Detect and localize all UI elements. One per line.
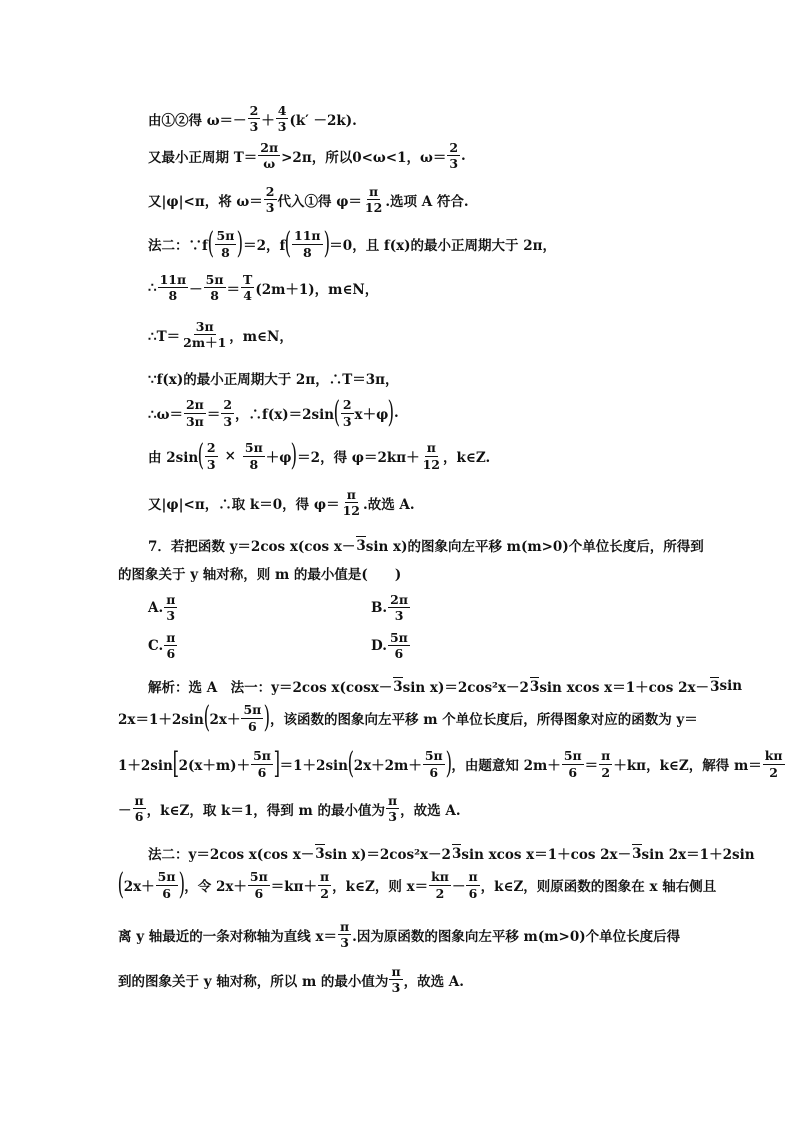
analysis-line: 解析：选 A 法一：y＝2cos x(cosx－ 3 sin x)＝2cos²x－2 3 sin xcos x＝1＋cos 2x－ 3 sin <box>148 678 743 696</box>
fraction: $\frac{5\pi}{8}$ <box>216 228 235 260</box>
fraction: $\frac{2}{3}$ <box>265 184 275 216</box>
solution-line: 又|φ|<π，∴取 k＝0，得 φ＝ $\frac{\pi}{12}$ .故选 A. <box>148 487 415 519</box>
text: (k′ －2k). <box>289 112 357 129</box>
fraction: $\frac{2}{3}$ <box>249 103 259 135</box>
solution-line: 又最小正周期 T＝ $\frac{2\pi}{\omega}$ >2π，所以0<ω<1，ω＝ $\frac{2}{3}$ . <box>148 140 466 172</box>
fraction: $\frac{2\pi}{\omega}$ <box>260 140 279 172</box>
option-a[interactable]: A. $\frac{\pi}{3}$ <box>148 592 176 624</box>
method2-line: 法二：y＝2cos x(cos x－ 3 sin x)＝2cos²x－2 3 sin xcos x＝1＋cos 2x－ 3 sin 2x＝1＋2sin <box>148 846 755 863</box>
solution-line: ∴T＝ $\frac{3\pi}{2m+1}$ ，m∈N， <box>148 319 293 351</box>
question-7: 7．若把函数 y＝2cos x(cos x－ 3 sin x)的图象向左平移 m(m>0)个单位长度后，所得到 <box>148 538 704 555</box>
solution-line <box>148 104 357 133</box>
paren: ( <box>207 226 214 261</box>
text: ＋ <box>261 112 275 129</box>
solution-line: ∵f(x)的最小正周期大于 2π，∴T＝3π， <box>148 372 399 388</box>
method2-line: ( 2x＋ $\frac{5\pi}{6}$ ) ，令 2x＋ $\frac{5\pi}{6}$ ＝kπ＋ $\frac{\pi}{2}$ ，k∈Z，则 x＝ $\frac{k\pi}{2}$ － $\frac{\pi}{6}$ ，k∈Z，则原函数的图象在 x 轴右侧且 <box>117 867 717 902</box>
text: 由①②得 ω＝－ <box>148 112 247 129</box>
fraction: $\frac{\pi}{12}$ <box>364 184 383 216</box>
fraction: $\frac{2}{3}$ <box>449 140 459 172</box>
analysis-line: － $\frac{\pi}{6}$ ，k∈Z，取 k＝1，得到 m 的最小值为 $\frac{\pi}{3}$ ，故选 A. <box>118 793 461 825</box>
solution-line: 又|φ|<π，将 ω＝ $\frac{2}{3}$ 代入①得 φ＝ $\frac{\pi}{12}$ .选项 A 符合. <box>148 184 469 216</box>
fraction: $\frac{11\pi}{8}$ <box>294 228 321 260</box>
solution-line: ∴ω＝ $\frac{2\pi}{3\pi}$ ＝ $\frac{2}{3}$ ，∴f(x)＝2sin ( $\frac{2}{3}$ x＋φ ) . <box>148 395 399 430</box>
method2-line: 离 y 轴最近的一条对称轴为直线 x＝ $\frac{\pi}{3}$ .因为原函数的图象向左平移 m(m>0)个单位长度后得 <box>118 919 681 951</box>
analysis-line: 2x＝1＋2sin ( 2x＋ $\frac{5\pi}{6}$ ) ，该函数的图象向左平移 m 个单位长度后，所得图象对应的函数为 y＝ <box>118 700 698 735</box>
option-b[interactable]: B. $\frac{2\pi}{3}$ <box>371 592 408 624</box>
option-c[interactable]: C. $\frac{\pi}{6}$ <box>148 630 176 662</box>
option-d[interactable]: D. $\frac{5\pi}{6}$ <box>371 630 408 662</box>
analysis-line: 1＋2sin [ 2(x＋m)＋ $\frac{5\pi}{6}$ ] ＝1＋2sin ( 2x＋2m＋ $\frac{5\pi}{6}$ ) ，由题意知 2m＋ $\frac{5\pi}{6}$ ＝ $\frac{\pi}{2}$ ＋kπ，k∈Z，解得 m＝ $\frac{k\pi}{2}$ <box>118 746 783 781</box>
solution-line: 由 2sin ( $\frac{2}{3}$ × $\frac{5\pi}{8}$ ＋φ ) ＝2，得 φ＝2kπ＋ $\frac{\pi}{12}$ ，k∈Z. <box>148 438 491 473</box>
paren: ) <box>237 226 244 261</box>
solution-line: ∴ $\frac{11\pi}{8}$ － $\frac{5\pi}{8}$ ＝ $\frac{T}{4}$ (2m＋1)，m∈N， <box>148 272 379 304</box>
solution-line: 法二：∵f ( $\frac{5\pi}{8}$ ) ＝2，f ( $\frac{11\pi}{8}$ ) ＝0，且 f(x)的最小正周期大于 2π， <box>148 226 556 261</box>
method2-line: 到的图象关于 y 轴对称，所以 m 的最小值为 $\frac{\pi}{3}$ ，故选 A. <box>118 964 464 996</box>
question-7-line2: 的图象关于 y 轴对称，则 m 的最小值是( ) <box>118 567 402 583</box>
fraction: $\frac{4}{3}$ <box>277 103 287 135</box>
